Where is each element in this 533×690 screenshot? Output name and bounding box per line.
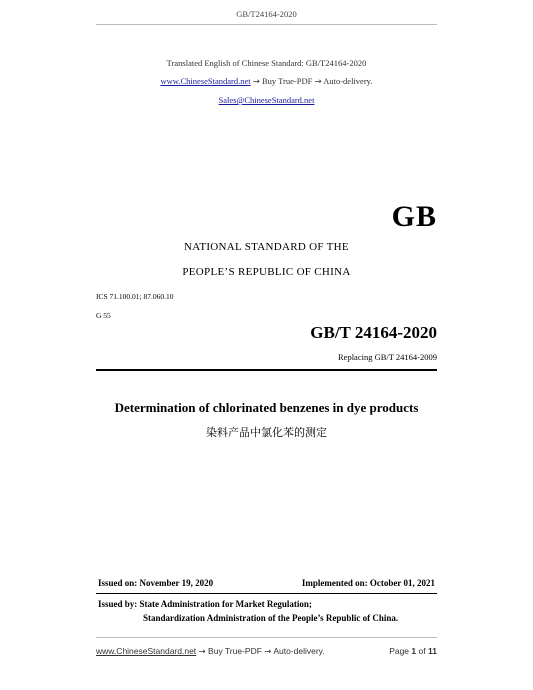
arrow-icon: → — [314, 77, 322, 87]
national-standard-line2: PEOPLE’S REPUBLIC OF CHINA — [182, 266, 351, 278]
issued-on: Issued on: November 19, 2020 — [98, 578, 214, 588]
footer-buy-text: Buy True-PDF — [208, 646, 262, 656]
top-rule — [96, 369, 437, 371]
footer-site-link[interactable]: www.ChineseStandard.net — [96, 646, 197, 656]
arrow-icon: → — [264, 647, 272, 657]
ccs-code: G 55 — [96, 311, 111, 320]
arrow-icon: → — [198, 647, 206, 657]
translation-notice: Translated English of Chinese Standard: GB/T24164-2020 — [166, 58, 367, 68]
issued-by-authority-1: State Administration for Market Regulation; — [139, 599, 312, 609]
header-divider — [96, 24, 437, 25]
buy-pdf-text: Buy True-PDF — [262, 76, 313, 86]
replacing-note: Replacing GB/T 24164-2009 — [338, 352, 437, 362]
gb-mark: GB — [391, 200, 437, 233]
issue-rule — [96, 593, 437, 594]
page-total: 11 — [428, 646, 437, 656]
implemented-on: Implemented on: October 01, 2021 — [301, 578, 435, 588]
auto-delivery-text: Auto-delivery. — [323, 76, 373, 86]
page-of: of — [418, 646, 426, 656]
document-title-cn: 染料产品中氯化苯的测定 — [206, 426, 327, 439]
page-current: 1 — [411, 646, 417, 656]
site-link[interactable]: www.ChineseStandard.net — [160, 76, 251, 86]
email-line — [0, 95, 533, 105]
email-link[interactable]: Sales@ChineseStandard.net — [218, 95, 315, 105]
national-standard-line1: NATIONAL STANDARD OF THE — [184, 241, 349, 253]
page-word: Page — [389, 646, 410, 656]
issued-by-label: Issued by: — [98, 599, 138, 609]
promo-line — [0, 76, 533, 87]
footer-auto-text: Auto-delivery. — [273, 646, 325, 656]
standard-number: GB/T 24164-2020 — [310, 323, 437, 342]
page-indicator — [389, 646, 437, 656]
arrow-icon: → — [252, 77, 260, 87]
ics-code: ICS 71.100.01; 87.060.10 — [96, 292, 174, 301]
document-title-en: Determination of chlorinated benzenes in dye products — [114, 400, 419, 415]
footer-divider — [96, 637, 437, 638]
running-header: GB/T24164-2020 — [236, 9, 297, 19]
issued-by-line1 — [98, 599, 312, 609]
footer-promo — [96, 646, 325, 657]
issued-by-authority-2: Standardization Administration of the People’s Republic of China. — [143, 613, 399, 623]
